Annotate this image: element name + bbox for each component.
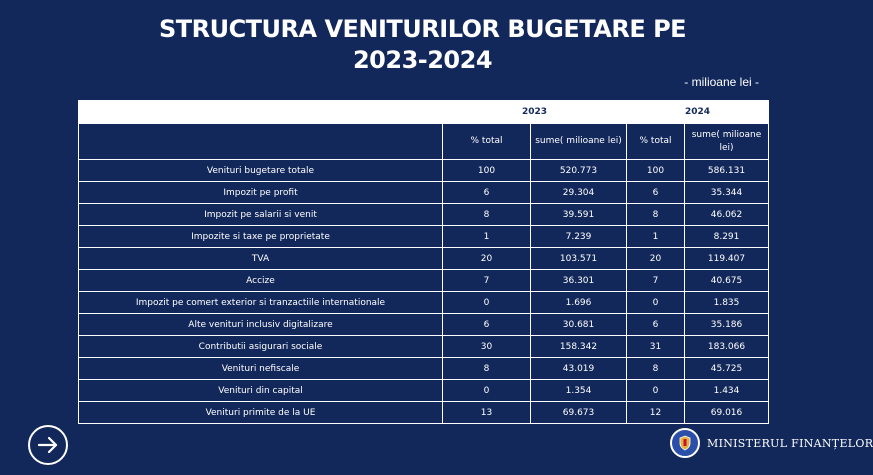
table-row (79, 358, 769, 380)
pct-2023-cell: 8 (443, 204, 531, 226)
pct-2023-cell: 13 (443, 402, 531, 424)
sum-2024-cell: 586.131 (685, 160, 769, 182)
pct-2023-cell: 20 (443, 248, 531, 270)
sum-2024-cell: 1.434 (685, 380, 769, 402)
pct-2023-cell: 6 (443, 182, 531, 204)
pct-2024-cell: 6 (627, 182, 685, 204)
sum-2024-cell: 183.066 (685, 336, 769, 358)
romania-crest-icon (670, 428, 700, 458)
sum-2024-cell: 119.407 (685, 248, 769, 270)
pct-2023-header: % total (443, 124, 531, 160)
pct-2024-cell: 0 (627, 380, 685, 402)
sum-2023-cell: 69.673 (531, 402, 627, 424)
table-body (79, 160, 769, 424)
pct-2023-cell: 30 (443, 336, 531, 358)
header-blank-cell (79, 101, 443, 124)
sum-2023-cell: 158.342 (531, 336, 627, 358)
row-label: Accize (79, 270, 443, 292)
unit-note: - milioane lei - (684, 75, 759, 89)
row-label: Contributii asigurari sociale (79, 336, 443, 358)
row-label: TVA (79, 248, 443, 270)
label-column-header (79, 124, 443, 160)
row-label: Venituri bugetare totale (79, 160, 443, 182)
column-header-row (79, 124, 769, 160)
table-row (79, 380, 769, 402)
row-label: Impozit pe profit (79, 182, 443, 204)
pct-2024-cell: 12 (627, 402, 685, 424)
ministry-logo (670, 428, 873, 458)
table-row (79, 314, 769, 336)
sum-2024-cell: 46.062 (685, 204, 769, 226)
row-label: Venituri din capital (79, 380, 443, 402)
sum-2024-cell: 8.291 (685, 226, 769, 248)
sum-2023-cell: 30.681 (531, 314, 627, 336)
table-row (79, 248, 769, 270)
pct-2023-cell: 7 (443, 270, 531, 292)
sum-2023-cell: 39.591 (531, 204, 627, 226)
sum-2023-cell: 43.019 (531, 358, 627, 380)
ministry-name: MINISTERUL FINANȚELOR (707, 436, 873, 450)
sum-2023-cell: 29.304 (531, 182, 627, 204)
sum-2023-cell: 1.696 (531, 292, 627, 314)
year-2023-header: 2023 (443, 101, 627, 124)
title-line-2: 2023-2024 (352, 46, 493, 74)
arrow-right-icon (38, 437, 58, 453)
sum-2023-cell: 520.773 (531, 160, 627, 182)
sum-2023-cell: 103.571 (531, 248, 627, 270)
sum-2024-cell: 40.675 (685, 270, 769, 292)
sum-2024-cell: 69.016 (685, 402, 769, 424)
table-row (79, 402, 769, 424)
pct-2024-header: % total (627, 124, 685, 160)
pct-2023-cell: 1 (443, 226, 531, 248)
sum-2024-cell: 45.725 (685, 358, 769, 380)
sum-2024-cell: 35.344 (685, 182, 769, 204)
pct-2024-cell: 31 (627, 336, 685, 358)
sum-2023-cell: 36.301 (531, 270, 627, 292)
sum-2024-cell: 1.835 (685, 292, 769, 314)
sum-2024-header: sume( milioane lei) (685, 124, 769, 160)
table-row (79, 270, 769, 292)
title-line-1: STRUCTURA VENITURILOR BUGETARE PE (158, 15, 687, 43)
year-2024-header: 2024 (627, 101, 769, 124)
row-label: Venituri primite de la UE (79, 402, 443, 424)
pct-2024-cell: 8 (627, 204, 685, 226)
row-label: Alte venituri inclusiv digitalizare (79, 314, 443, 336)
pct-2024-cell: 7 (627, 270, 685, 292)
pct-2024-cell: 6 (627, 314, 685, 336)
row-label: Impozit pe salarii si venit (79, 204, 443, 226)
pct-2023-cell: 0 (443, 292, 531, 314)
row-label: Impozit pe comert exterior si tranzactiile internationale (79, 292, 443, 314)
page-title (0, 14, 845, 76)
pct-2024-cell: 100 (627, 160, 685, 182)
pct-2023-cell: 0 (443, 380, 531, 402)
pct-2024-cell: 8 (627, 358, 685, 380)
table-row (79, 204, 769, 226)
table-row (79, 226, 769, 248)
sum-2023-header: sume( milioane lei) (531, 124, 627, 160)
row-label: Venituri nefiscale (79, 358, 443, 380)
sum-2024-cell: 35.186 (685, 314, 769, 336)
pct-2024-cell: 0 (627, 292, 685, 314)
table-row (79, 160, 769, 182)
sum-2023-cell: 1.354 (531, 380, 627, 402)
pct-2024-cell: 20 (627, 248, 685, 270)
row-label: Impozite si taxe pe proprietate (79, 226, 443, 248)
pct-2023-cell: 6 (443, 314, 531, 336)
revenue-structure-table (78, 100, 769, 424)
sum-2023-cell: 7.239 (531, 226, 627, 248)
pct-2024-cell: 1 (627, 226, 685, 248)
next-button[interactable] (28, 425, 68, 465)
year-header-row (79, 101, 769, 124)
table-row (79, 292, 769, 314)
pct-2023-cell: 8 (443, 358, 531, 380)
pct-2023-cell: 100 (443, 160, 531, 182)
table-row (79, 336, 769, 358)
table-row (79, 182, 769, 204)
